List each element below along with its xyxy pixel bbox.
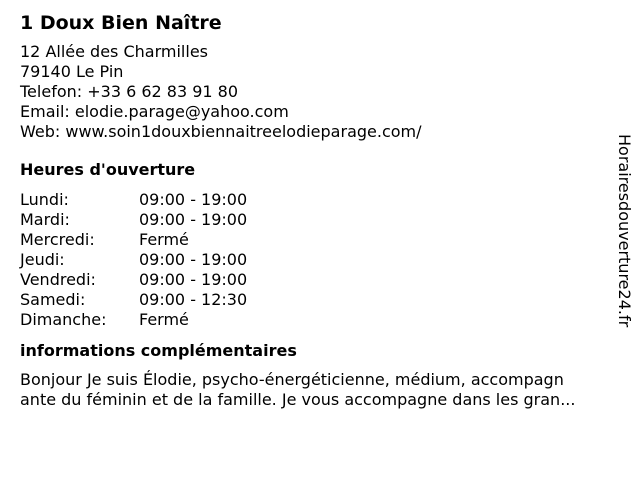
web-line: Web: www.soin1douxbiennaitreelodieparage.com/ <box>20 122 422 141</box>
day-label: Vendredi: <box>20 270 96 289</box>
info-heading: informations complémentaires <box>20 341 297 360</box>
time-value: 09:00 - 19:00 <box>139 270 248 289</box>
info-description <box>20 370 630 410</box>
time-value: 09:00 - 12:30 <box>139 290 248 309</box>
info-line-1: Bonjour Je suis Élodie, psycho-énergéticienne, médium, accompagn <box>20 370 564 389</box>
time-value: 09:00 - 19:00 <box>139 250 248 269</box>
info-line-2: ante du féminin et de la famille. Je vous accompagne dans les gran... <box>20 390 576 409</box>
hours-row-mercredi <box>20 230 620 250</box>
time-value: 09:00 - 19:00 <box>139 210 248 229</box>
day-label: Lundi: <box>20 190 69 209</box>
hours-heading: Heures d'ouverture <box>20 160 196 179</box>
day-label: Jeudi: <box>20 250 65 269</box>
opening-hours-list <box>20 190 620 330</box>
business-card <box>20 10 620 410</box>
phone-line: Telefon: +33 6 62 83 91 80 <box>20 82 239 101</box>
hours-row-vendredi <box>20 270 620 290</box>
day-label: Dimanche: <box>20 310 107 329</box>
address-street: 12 Allée des Charmilles <box>20 42 208 61</box>
hours-row-jeudi <box>20 250 620 270</box>
business-name: 1 Doux Bien Naître <box>20 12 222 34</box>
address-city: 79140 Le Pin <box>20 62 124 81</box>
hours-row-mardi <box>20 210 620 230</box>
hours-row-samedi <box>20 290 620 310</box>
site-watermark: Horairesdouverture24.fr <box>615 134 634 328</box>
hours-row-dimanche <box>20 310 620 330</box>
time-value: 09:00 - 19:00 <box>139 190 248 209</box>
hours-row-lundi <box>20 190 620 210</box>
contact-block <box>20 42 620 142</box>
day-label: Samedi: <box>20 290 86 309</box>
day-label: Mercredi: <box>20 230 95 249</box>
time-value: Fermé <box>139 230 189 249</box>
time-value: Fermé <box>139 310 189 329</box>
email-line: Email: elodie.parage@yahoo.com <box>20 102 289 121</box>
day-label: Mardi: <box>20 210 70 229</box>
